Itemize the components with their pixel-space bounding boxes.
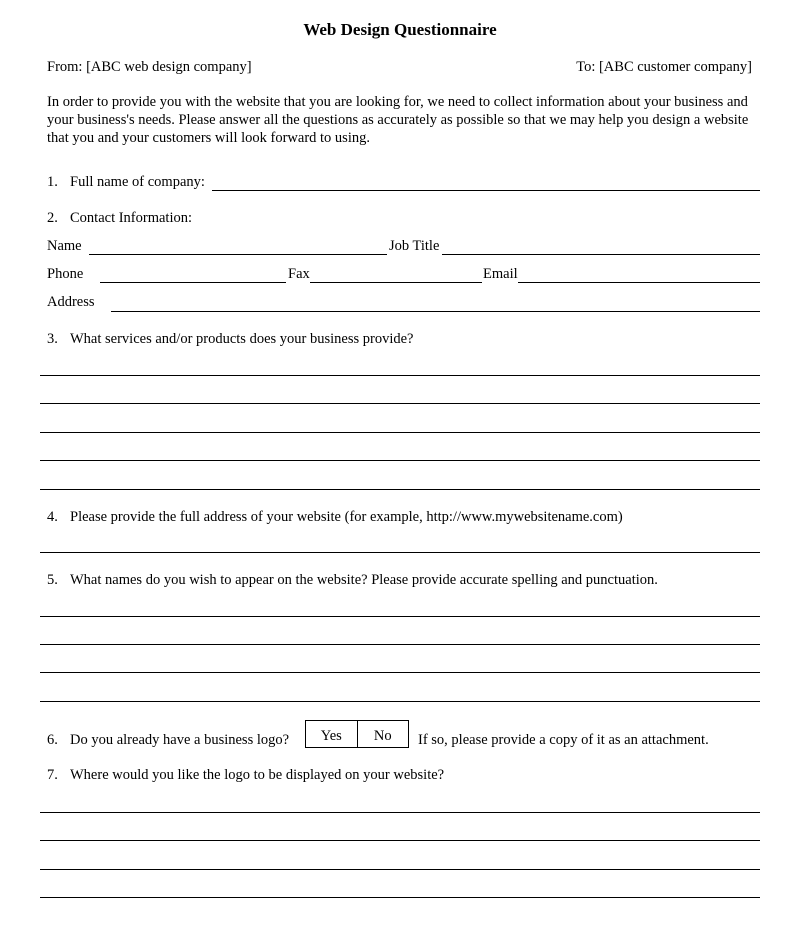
answer-line[interactable] xyxy=(40,460,760,461)
question-number: 2. xyxy=(47,210,58,226)
to-line: To: [ABC customer company] xyxy=(576,59,752,75)
email-label: Email xyxy=(483,266,518,282)
question-7 xyxy=(47,768,444,783)
question-1 xyxy=(47,175,205,190)
name-field[interactable] xyxy=(89,254,387,255)
logo-yes-no-box xyxy=(305,720,409,748)
no-option[interactable]: No xyxy=(373,728,392,744)
question-4 xyxy=(47,510,623,525)
question-label: Do you already have a business logo? xyxy=(70,732,290,748)
question-3 xyxy=(47,332,413,347)
answer-line[interactable] xyxy=(40,644,760,645)
question-number: 1. xyxy=(47,174,58,190)
answer-line[interactable] xyxy=(40,840,760,841)
fax-label: Fax xyxy=(288,266,310,282)
answer-line[interactable] xyxy=(40,489,760,490)
address-label: Address xyxy=(47,294,95,310)
fax-field[interactable] xyxy=(310,282,482,283)
answer-line[interactable] xyxy=(40,812,760,813)
from-line: From: [ABC web design company] xyxy=(47,59,252,75)
phone-field[interactable] xyxy=(100,282,286,283)
question-label: Full name of company: xyxy=(70,174,205,190)
company-name-field[interactable] xyxy=(212,190,760,191)
intro-line: In order to provide you with the website that you are looking for, we need to collect information about your business and xyxy=(47,94,748,110)
intro-line: your business's needs. Please answer all the questions as accurately as possible so that we may help you design a website xyxy=(47,112,749,128)
answer-line[interactable] xyxy=(40,432,760,433)
email-field[interactable] xyxy=(518,282,760,283)
name-label: Name xyxy=(47,238,82,254)
address-field[interactable] xyxy=(111,311,760,312)
answer-line[interactable] xyxy=(40,897,760,898)
answer-line[interactable] xyxy=(40,375,760,376)
question-label: What services and/or products does your business provide? xyxy=(70,331,414,347)
question-5 xyxy=(47,573,658,588)
question-number: 5. xyxy=(47,572,58,588)
question-label: Please provide the full address of your website (for example, http://www.mywebsitename.com) xyxy=(70,509,623,525)
question-number: 6. xyxy=(47,732,58,748)
question-label: Where would you like the logo to be displayed on your website? xyxy=(70,767,445,783)
answer-line[interactable] xyxy=(40,701,760,702)
job-title-label: Job Title xyxy=(389,238,440,254)
job-title-field[interactable] xyxy=(442,254,760,255)
answer-line[interactable] xyxy=(40,869,760,870)
question-number: 7. xyxy=(47,767,58,783)
answer-line[interactable] xyxy=(40,403,760,404)
logo-attachment-note: If so, please provide a copy of it as an attachment. xyxy=(418,732,709,748)
question-number: 4. xyxy=(47,509,58,525)
question-6 xyxy=(47,733,289,748)
intro-paragraph xyxy=(47,93,762,147)
question-label: Contact Information: xyxy=(70,210,193,226)
yes-option[interactable]: Yes xyxy=(306,721,358,747)
intro-line: that you and your customers will look forward to using. xyxy=(47,130,370,146)
question-2 xyxy=(47,211,192,226)
question-label: What names do you wish to appear on the website? Please provide accurate spelling and punctuation. xyxy=(70,572,658,588)
page-title: Web Design Questionnaire xyxy=(303,20,497,39)
website-address-field[interactable] xyxy=(40,552,760,553)
phone-label: Phone xyxy=(47,266,84,282)
answer-line[interactable] xyxy=(40,672,760,673)
question-number: 3. xyxy=(47,331,58,347)
answer-line[interactable] xyxy=(40,616,760,617)
